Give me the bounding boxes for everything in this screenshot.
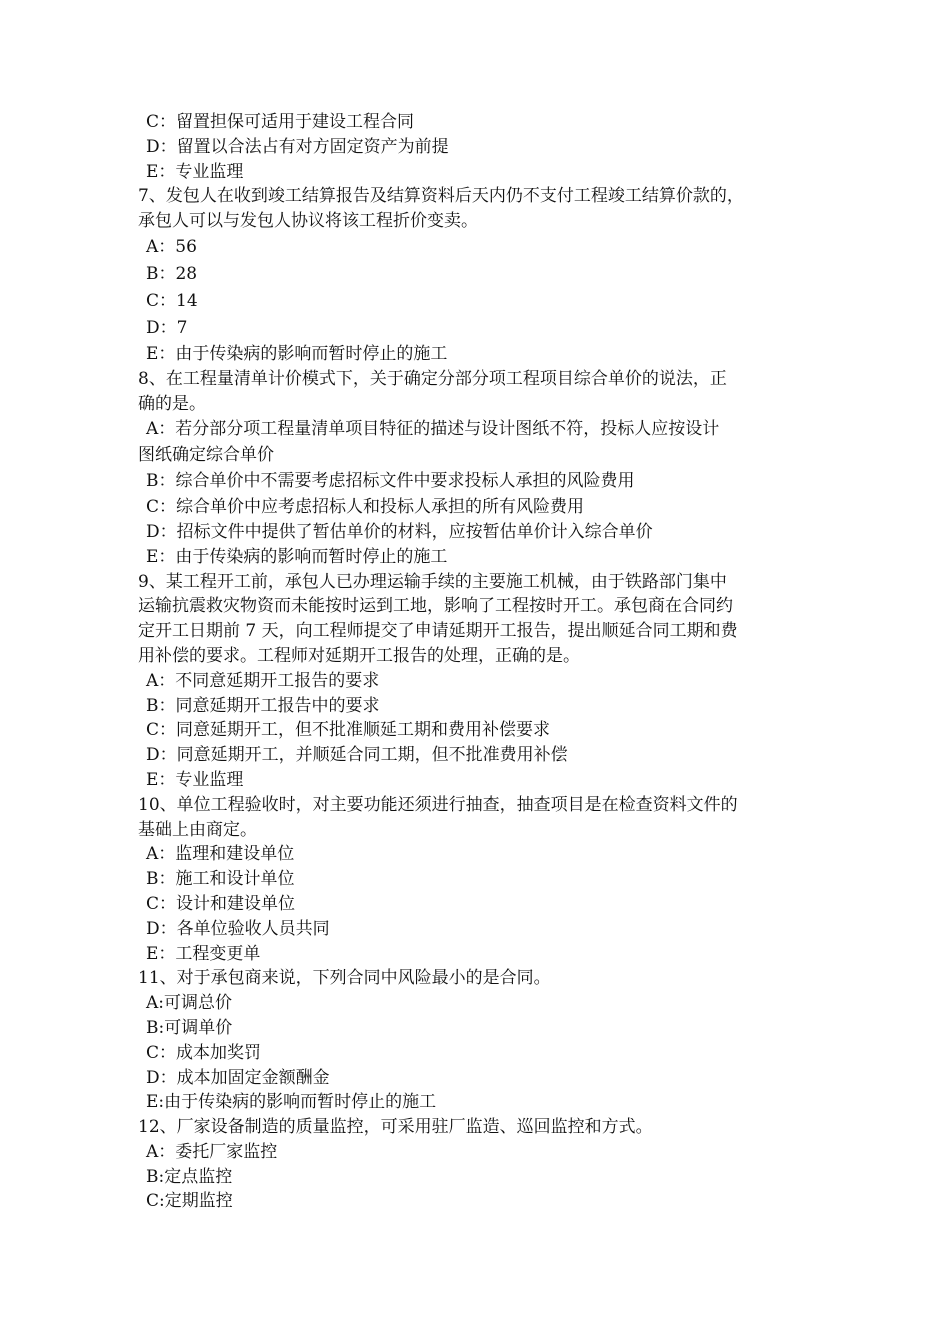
question-line: 基础上由商定。 (138, 819, 257, 840)
option-line: C:定期监控 (146, 1191, 233, 1212)
option-line: E：专业监理 (146, 161, 244, 182)
question-line: 11、对于承包商来说，下列合同中风险最小的是合同。 (138, 968, 551, 989)
option-line: C：同意延期开工，但不批准顺延工期和费用补偿要求 (146, 720, 551, 741)
option-line: A：委托厂家监控 (146, 1141, 278, 1162)
option-line: A：56 (146, 236, 197, 257)
question-line: 10、单位工程验收时，对主要功能还须进行抽查，抽查项目是在检查资料文件的 (138, 794, 738, 815)
question-line: 7、发包人在收到竣工结算报告及结算资料后天内仍不支付工程竣工结算价款的， (138, 186, 744, 207)
option-line: B：同意延期开工报告中的要求 (146, 695, 380, 716)
document-body (138, 110, 810, 1214)
question-line: 12、厂家设备制造的质量监控，可采用驻厂监造、巡回监控和方式。 (138, 1117, 653, 1138)
option-line: E：工程变更单 (146, 943, 261, 964)
question-line: 定开工日期前 7 天，向工程师提交了申请延期开工报告，提出顺延合同工期和费 (138, 621, 738, 642)
option-line: C：留置担保可适用于建设工程合同 (146, 112, 415, 132)
question-line: 运输抗震救灾物资而未能按时运到工地，影响了工程按时开工。承包商在合同约 (138, 596, 733, 617)
option-line: D：同意延期开工，并顺延合同工期，但不批准费用补偿 (146, 745, 568, 766)
option-line: E:由于传染病的影响而暂时停止的施工 (146, 1092, 437, 1113)
question-line: 用补偿的要求。工程师对延期开工报告的处理，正确的是。 (138, 645, 580, 666)
option-line: D：7 (146, 317, 188, 338)
option-line: D：招标文件中提供了暂估单价的材料，应按暂估单价计入综合单价 (146, 521, 653, 542)
option-line: A:可调总价 (146, 993, 233, 1014)
option-line: B：施工和设计单位 (146, 869, 295, 890)
option-line: B：28 (146, 263, 198, 284)
option-continuation-line: 图纸确定综合单价 (138, 445, 274, 466)
option-line: D：留置以合法占有对方固定资产为前提 (146, 136, 449, 157)
option-line: B:定点监控 (146, 1166, 233, 1187)
option-line: D：成本加固定金额酬金 (146, 1067, 330, 1088)
option-line: E：由于传染病的影响而暂时停止的施工 (146, 546, 448, 567)
question-line: 确的是。 (138, 393, 206, 414)
option-line: B：综合单价中不需要考虑招标文件中要求投标人承担的风险费用 (146, 471, 635, 492)
option-line: A：若分部分项工程量清单项目特征的描述与设计图纸不符，投标人应按设计 (146, 419, 720, 440)
option-line: E：专业监理 (146, 769, 244, 790)
option-line: C：成本加奖罚 (146, 1042, 262, 1063)
option-line: C：综合单价中应考虑招标人和投标人承担的所有风险费用 (146, 497, 585, 518)
option-line: C：设计和建设单位 (146, 893, 296, 914)
option-line: D：各单位验收人员共同 (146, 918, 330, 939)
option-line: B:可调单价 (146, 1017, 233, 1038)
option-line: C：14 (146, 290, 198, 311)
option-line: A：监理和建设单位 (146, 844, 295, 865)
question-line: 9、某工程开工前，承包人已办理运输手续的主要施工机械，由于铁路部门集中 (138, 571, 727, 592)
question-line: 承包人可以与发包人协议将该工程折价变卖。 (138, 211, 478, 232)
option-line: A：不同意延期开工报告的要求 (146, 670, 380, 691)
question-line: 8、在工程量清单计价模式下，关于确定分部分项工程项目综合单价的说法，正 (138, 368, 727, 389)
option-line: E：由于传染病的影响而暂时停止的施工 (146, 343, 448, 364)
